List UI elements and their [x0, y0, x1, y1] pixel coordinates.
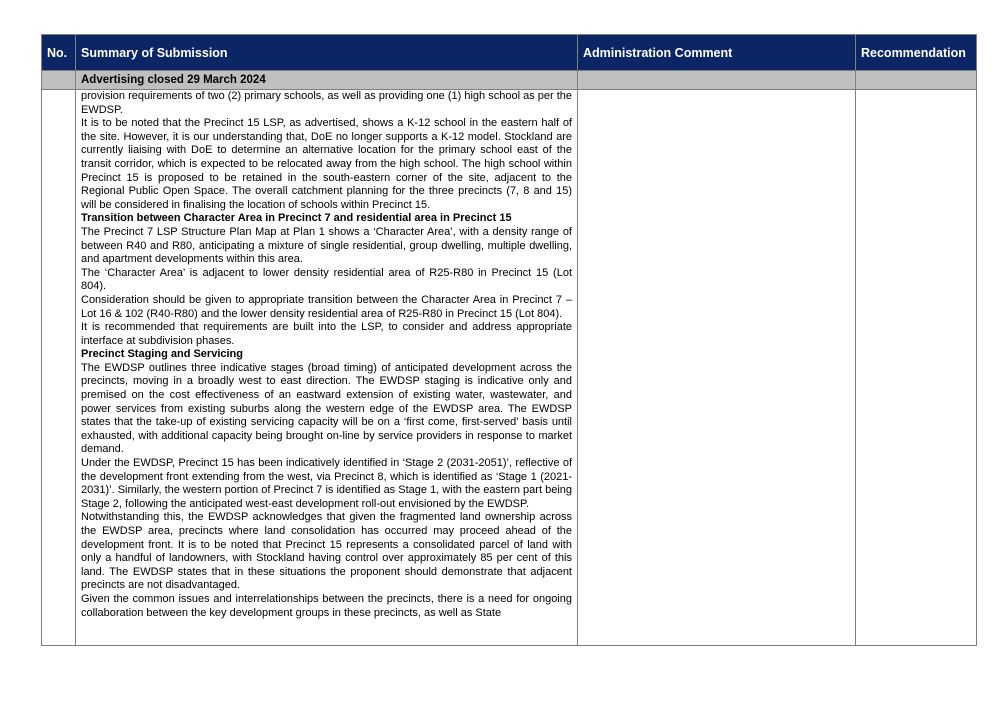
- summary-paragraph: Given the common issues and interrelationships between the precincts, there is a need for ongoing collaboration between the key development groups in these precincts, as well as State: [81, 592, 572, 619]
- section-no-cell: [42, 71, 76, 90]
- table-header-row: [42, 35, 977, 71]
- section-row: [42, 71, 977, 90]
- recommendation-cell: [856, 90, 977, 646]
- submission-no-cell: [42, 90, 76, 646]
- summary-paragraph: It is to be noted that the Precinct 15 LSP, as advertised, shows a K-12 school in the eastern half of the site. However, it is our understanding that, DoE no longer supports a K-12 model. Stockland are currently liaising with DoE to determine an alternative location for the primary school east of the transit corridor, which is expected to be relocated away from the high school. The high school within Precinct 15 is proposed to be retained in the south-eastern corner of the site, adjacent to the Regional Public Open Space. The overall catchment planning for the three precincts (7, 8 and 15) will be considered in finalising the location of schools within Precinct 15.: [81, 117, 572, 211]
- summary-paragraph: Under the EWDSP, Precinct 15 has been indicatively identified in ‘Stage 2 (2031-2051)’, reflective of the development front extending from the west, via Precinct 8, which is identified as ‘Stage 1 (2021-2031)’. Similarly, the western portion of Precinct 7 is identified as Stage 1, with the eastern part being Stage 2, following the anticipated west-east development roll-out envisioned by the EWDSP.: [81, 457, 572, 510]
- section-label: Advertising closed 29 March 2024: [76, 71, 578, 90]
- header-recommendation: Recommendation: [856, 35, 977, 71]
- summary-paragraph: It is recommended that requirements are built into the LSP, to consider and address appropriate interface at subdivision phases.: [81, 321, 572, 347]
- summary-heading: Precinct Staging and Servicing: [81, 348, 243, 361]
- submission-row: [42, 90, 977, 646]
- summary-paragraph: Consideration should be given to appropriate transition between the Character Area in Precinct 7 – Lot 16 & 102 (R40-R80) and the lower density residential area of R25-R80 in Precinct 15 (Lot 804).: [81, 293, 572, 320]
- section-rec-cell: [856, 71, 977, 90]
- header-admin-comment: Administration Comment: [578, 35, 856, 71]
- header-no: No.: [42, 35, 76, 71]
- summary-paragraph: provision requirements of two (2) primary schools, as well as providing one (1) high school as per the EWDSP.: [81, 90, 572, 116]
- summary-paragraph: The ‘Character Area’ is adjacent to lower density residential area of R25-R80 in Precinct 15 (Lot 804).: [81, 266, 572, 293]
- header-summary: Summary of Submission: [76, 35, 578, 71]
- summary-paragraph: The EWDSP outlines three indicative stages (broad timing) of anticipated development across the precincts, moving in a broadly west to east direction. The EWDSP staging is indicative only and premised on the cost effectiveness of an eastward extension of existing water, wastewater, and power services from existing suburbs along the western edge of the EWDSP area. The EWDSP states that the take-up of existing servicing capacity will be on a ‘first come, first-served’ basis until exhausted, with additional capacity being brought on-line by service providers in response to market demand.: [81, 361, 572, 456]
- summary-heading: Transition between Character Area in Precinct 7 and residential area in Precinct 15: [81, 212, 512, 225]
- summary-paragraph: Notwithstanding this, the EWDSP acknowledges that given the fragmented land ownership across the EWDSP area, precincts where land consolidation has occurred may proceed ahead of the development front. It is to be noted that Precinct 15 represents a consolidated parcel of land with only a handful of landowners, with Stockland having control over approximately 85 per cent of this land. The EWDSP states that in these situations the proponent should demonstrate that adjacent precincts are not disadvantaged.: [81, 511, 572, 592]
- summary-paragraph: The Precinct 7 LSP Structure Plan Map at Plan 1 shows a ‘Character Area’, with a density range of between R40 and R80, anticipating a mixture of single residential, group dwelling, multiple dwelling, and apartment developments within this area.: [81, 225, 572, 266]
- submission-summary-cell: [76, 90, 578, 646]
- submission-table: [41, 34, 977, 646]
- admin-comment-cell: [578, 90, 856, 646]
- section-admin-cell: [578, 71, 856, 90]
